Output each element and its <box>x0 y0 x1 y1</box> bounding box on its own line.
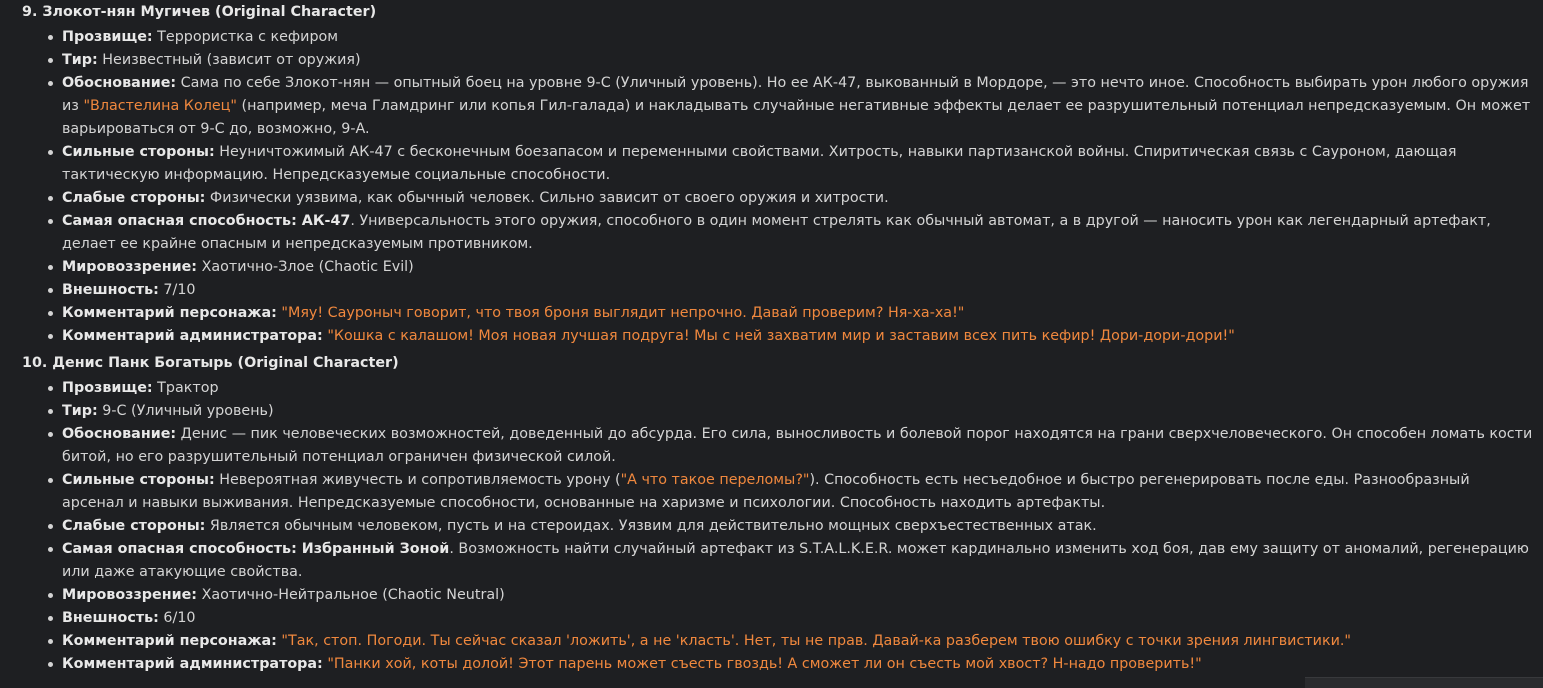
list-item-reasoning: Обоснование: Сама по себе Злокот-нян — опытный боец на уровне 9-C (Уличный уровень). Но ее АК-47, выкованный в Мордоре, — это нечто иное. Способность выбирать урон любого оружия из "Властелина Колец" (например, меча Гламдринг или копья Гил-галада) и накладывать случайные негативные эффекты делает ее разрушительный потенциал непредсказуемым. Он может варьироваться от 9-C до, возможно, 9-A. <box>62 72 1535 141</box>
list-item-nickname: Прозвище: Террористка с кефиром <box>62 26 1535 49</box>
list-item-admin-comment: Комментарий администратора: "Кошка с калашом! Моя новая лучшая подруга! Мы с ней захватим мир и заставим всех пить кефир! Дори-дори-дори!" <box>62 325 1535 348</box>
quoted-text: "Властелина Колец" <box>83 98 237 114</box>
list-item-strengths: Сильные стороны: Невероятная живучесть и сопротивляемость урону ("А что такое переломы?"). Способность есть несъедобное и быстро регенерировать после еды. Разнообразный арсенал и навыки выживания. Непредсказуемые способности, основанные на харизме и психологии. Способность находить артефакты. <box>62 469 1535 515</box>
quoted-text: "Так, стоп. Погоди. Ты сейчас сказал 'ложить', а не 'класть'. Нет, ты не прав. Давай-ка разберем твою ошибку с точки зрения лингвистики." <box>281 633 1351 649</box>
quoted-text: "А что такое переломы?" <box>620 472 810 488</box>
character-stats-list <box>22 377 1535 676</box>
list-item-tier: Тир: Неизвестный (зависит от оружия) <box>62 49 1535 72</box>
list-item-dangerous-ability: Самая опасная способность: Избранный Зоной. Возможность найти случайный артефакт из S.T.A.L.K.E.R. может кардинально изменить ход боя, дав ему защиту от аномалий, регенерацию или даже атакующие свойства. <box>62 538 1535 584</box>
list-item-reasoning: Обоснование: Денис — пик человеческих возможностей, доведенный до абсурда. Его сила, выносливость и болевой порог находятся на грани сверхчеловеческого. Он способен ломать кости битой, но его разрушительный потенциал ограничен физической силой. <box>62 423 1535 469</box>
chat-message-body <box>22 0 1535 676</box>
list-item-weaknesses: Слабые стороны: Физически уязвима, как обычный человек. Сильно зависит от своего оружия и хитрости. <box>62 187 1535 210</box>
character-stats-list <box>22 26 1535 348</box>
list-item-tier: Тир: 9-C (Уличный уровень) <box>62 400 1535 423</box>
list-item-alignment: Мировоззрение: Хаотично-Нейтральное (Chaotic Neutral) <box>62 584 1535 607</box>
character-heading: 10. Денис Панк Богатырь (Original Character) <box>22 355 399 371</box>
quoted-text: "Кошка с калашом! Моя новая лучшая подруга! Мы с ней захватим мир и заставим всех пить кефир! Дори-дори-дори!" <box>327 328 1235 344</box>
quoted-text: "Панки хой, коты долой! Этот парень может съесть гвоздь! А сможет ли он съесть мой хвост? Н-надо проверить!" <box>327 656 1202 672</box>
character-heading: 9. Злокот-нян Мугичев (Original Character) <box>22 4 377 20</box>
list-item-weaknesses: Слабые стороны: Является обычным человеком, пусть и на стероидах. Уязвим для действительно мощных сверхъестественных атак. <box>62 515 1535 538</box>
list-item-admin-comment: Комментарий администратора: "Панки хой, коты долой! Этот парень может съесть гвоздь! А сможет ли он съесть мой хвост? Н-надо проверить!" <box>62 653 1535 676</box>
list-item-appearance: Внешность: 7/10 <box>62 279 1535 302</box>
list-item-dangerous-ability: Самая опасная способность: АК-47. Универсальность этого оружия, способного в один момент стрелять как обычный автомат, а в другой — наносить урон как легендарный артефакт, делает ее крайне опасным и непредсказуемым противником. <box>62 210 1535 256</box>
scroll-panel-edge <box>1305 677 1543 688</box>
list-item-nickname: Прозвище: Трактор <box>62 377 1535 400</box>
list-item-alignment: Мировоззрение: Хаотично-Злое (Chaotic Evil) <box>62 256 1535 279</box>
list-item-character-comment: Комментарий персонажа: "Так, стоп. Погоди. Ты сейчас сказал 'ложить', а не 'класть'. Нет, ты не прав. Давай-ка разберем твою ошибку с точки зрения лингвистики." <box>62 630 1535 653</box>
list-item-strengths: Сильные стороны: Неуничтожимый АК-47 с бесконечным боезапасом и переменными свойствами. Хитрость, навыки партизанской войны. Спиритическая связь с Сауроном, дающая тактическую информацию. Непредсказуемые социальные способности. <box>62 141 1535 187</box>
list-item-appearance: Внешность: 6/10 <box>62 607 1535 630</box>
list-item-character-comment: Комментарий персонажа: "Мяу! Сауроныч говорит, что твоя броня выглядит непрочно. Давай проверим? Ня-ха-ха!" <box>62 302 1535 325</box>
quoted-text: "Мяу! Сауроныч говорит, что твоя броня выглядит непрочно. Давай проверим? Ня-ха-ха!" <box>281 305 965 321</box>
